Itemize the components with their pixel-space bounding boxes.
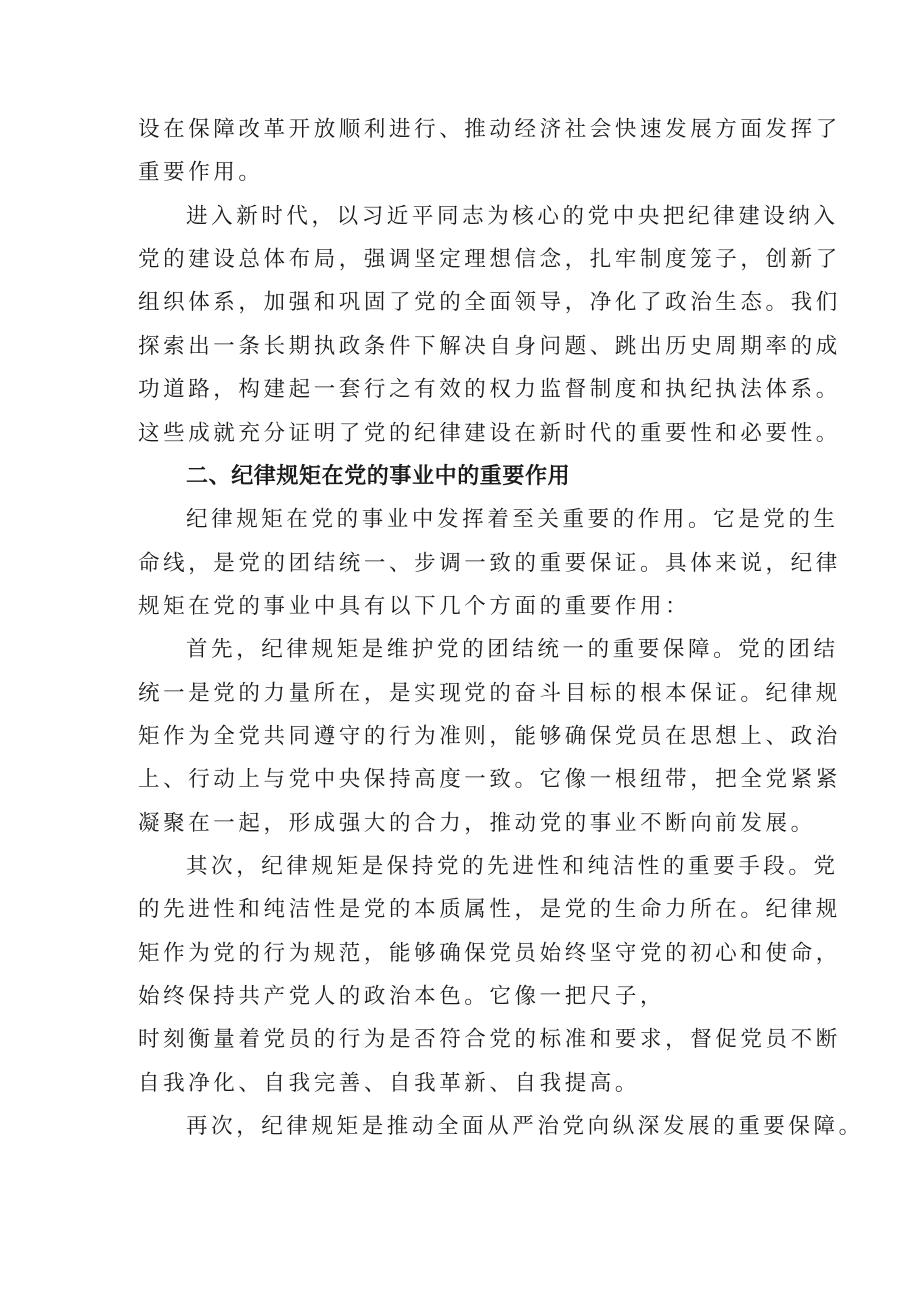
- text-line: 进入新时代，以习近平同志为核心的党中央把纪律建设纳入: [186, 204, 839, 229]
- text-line: 功道路，构建起一套行之有效的权力监督制度和执纪执法体系。: [138, 377, 841, 402]
- text-line: 组织体系，加强和巩固了党的全面领导，净化了政治生态。我们: [138, 290, 841, 315]
- text-line: 凝聚在一起，形成强大的合力，推动党的事业不断向前发展。: [138, 811, 816, 836]
- text-line: 探索出一条长期执政条件下解决自身问题、跳出历史周期率的成: [138, 334, 841, 359]
- text-line: 上、行动上与党中央保持高度一致。它像一根纽带，把全党紧紧: [138, 767, 841, 792]
- text-line: 首先，纪律规矩是维护党的团结统一的重要保障。党的团结: [186, 637, 839, 662]
- text-line: 其次，纪律规矩是保持党的先进性和纯洁性的重要手段。党: [186, 854, 839, 879]
- text-line: 党的建设总体布局，强调坚定理想信念，扎牢制度笼子，创新了: [138, 247, 841, 272]
- text-line: 命线，是党的团结统一、步调一致的重要保证。具体来说，纪律: [138, 551, 841, 576]
- text-line: 始终保持共产党人的政治本色。它像一把尺子，: [138, 984, 666, 1009]
- text-line: 纪律规矩在党的事业中发挥着至关重要的作用。它是党的生: [186, 507, 839, 532]
- text-line: 统一是党的力量所在，是实现党的奋斗目标的根本保证。纪律规: [138, 681, 841, 706]
- text-line: 的先进性和纯洁性是党的本质属性，是党的生命力所在。纪律规: [138, 897, 841, 922]
- text-line: 矩作为党的行为规范，能够确保党员始终坚守党的初心和使命，: [138, 941, 841, 966]
- text-line: 再次，纪律规矩是推动全面从严治党向纵深发展的重要保障。: [186, 1114, 864, 1139]
- text-line: 重要作用。: [138, 160, 264, 185]
- text-line: 设在保障改革开放顺利进行、推动经济社会快速发展方面发挥了: [138, 117, 841, 142]
- text-line: 自我净化、自我完善、自我革新、自我提高。: [138, 1071, 641, 1096]
- text-line: 时刻衡量着党员的行为是否符合党的标准和要求，督促党员不断: [138, 1027, 841, 1052]
- text-line: 规矩在党的事业中具有以下几个方面的重要作用：: [138, 594, 691, 619]
- text-line: 这些成就充分证明了党的纪律建设在新时代的重要性和必要性。: [138, 421, 841, 446]
- section-heading: 二、纪律规矩在党的事业中的重要作用: [186, 464, 571, 489]
- text-line: 矩作为全党共同遵守的行为准则，能够确保党员在思想上、政治: [138, 724, 841, 749]
